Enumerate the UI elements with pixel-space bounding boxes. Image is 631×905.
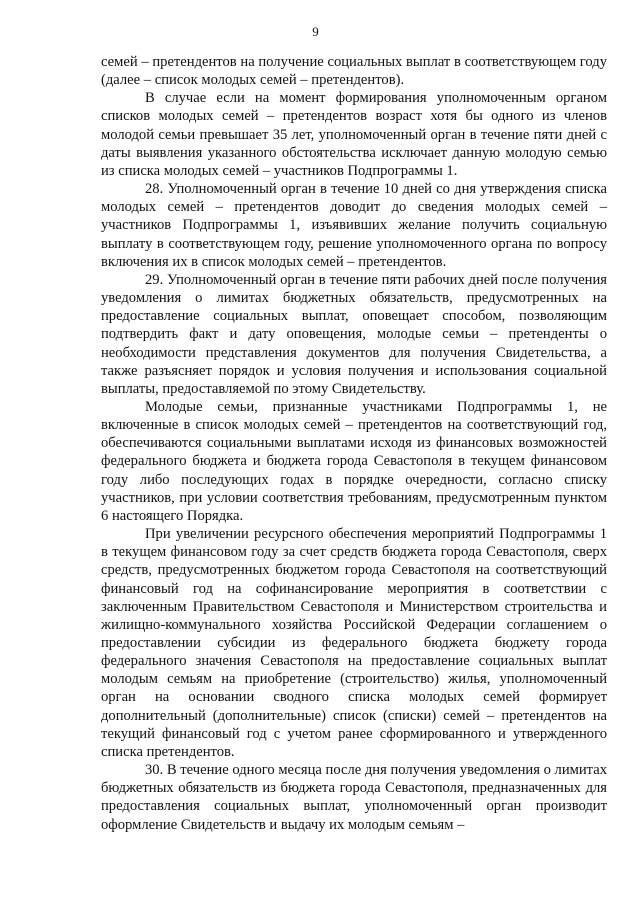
document-body <box>101 53 607 834</box>
paragraph-item-29: 29. Уполномоченный орган в течение пяти рабочих дней после получения уведомления о лимитах бюджетных обязательств, предусмотренных на предоставление социальных выплат, оповещает способом, позволяющим подтвердить факт и дату оповещения, молодые семьи – претенденты о необходимости представления документов для получения Свидетельства, а также разъясняет порядок и условия получения и использования социальной выплаты, предоставляемой по этому Свидетельству. <box>101 271 607 397</box>
paragraph-continuation: семей – претендентов на получение социальных выплат в соответствующем году (далее – список молодых семей – претендентов). <box>101 54 607 89</box>
paragraph-additional-funding: При увеличении ресурсного обеспечения мероприятий Подпрограммы 1 в текущем финансовом году за счет средств бюджета города Севастополя, сверх средств, предусмотренных бюджетом города Севастополя на соответствующий финансовый год на софинансирование мероприятия в соответствии с заключенным Правительством Севастополя и Министерством строительства и жилищно-коммунального хозяйства Российской Федерации соглашением о предоставлении субсидии из федерального бюджета бюджету города федерального значения Севастополя на предоставление социальных выплат молодым семьям на приобретение (строительство) жилья, уполномоченный орган на основании сводного списка молодых семей формирует дополнительный (дополнительные) список (списки) семей – претендентов на текущий финансовый год с учетом ранее сформированного и утвержденного списка претендентов. <box>101 526 607 760</box>
page-number: 9 <box>312 24 319 39</box>
paragraph-item-28: 28. Уполномоченный орган в течение 10 дней со дня утверждения списка молодых семей – претендентов доводит до сведения молодых семей – участников Подпрограммы 1, изъявивших желание получить социальную выплату в соответствующем году, решение уполномоченного органа по вопросу включения их в список молодых семей – претендентов. <box>101 181 607 270</box>
paragraph-item-30: 30. В течение одного месяца после дня получения уведомления о лимитах бюджетных обязательств из бюджета города Севастополя, предназначенных для предоставления социальных выплат, уполномоченный орган производит оформление Свидетельств и выдачу их молодым семьям – <box>101 762 607 833</box>
paragraph-not-included: Молодые семьи, признанные участниками Подпрограммы 1, не включенные в список молодых семей – претендентов на соответствующий год, обеспечиваются социальными выплатами исходя из финансовых возможностей федерального бюджета и бюджета города Севастополя в текущем финансовом году либо последующих годах в порядке очередности, согласно списку участников, при условии соответствия требованиям, предусмотренным пунктом 6 настоящего Порядка. <box>101 398 607 524</box>
paragraph-age-exclusion: В случае если на момент формирования уполномоченным органом списков молодых семей – претендентов возраст хотя бы одного из членов молодой семьи превышает 35 лет, уполномоченный орган в течение пяти дней с даты выявления указанного обстоятельства исключает данную молодую семью из списка молодых семей – участников Подпрограммы 1. <box>101 90 607 179</box>
